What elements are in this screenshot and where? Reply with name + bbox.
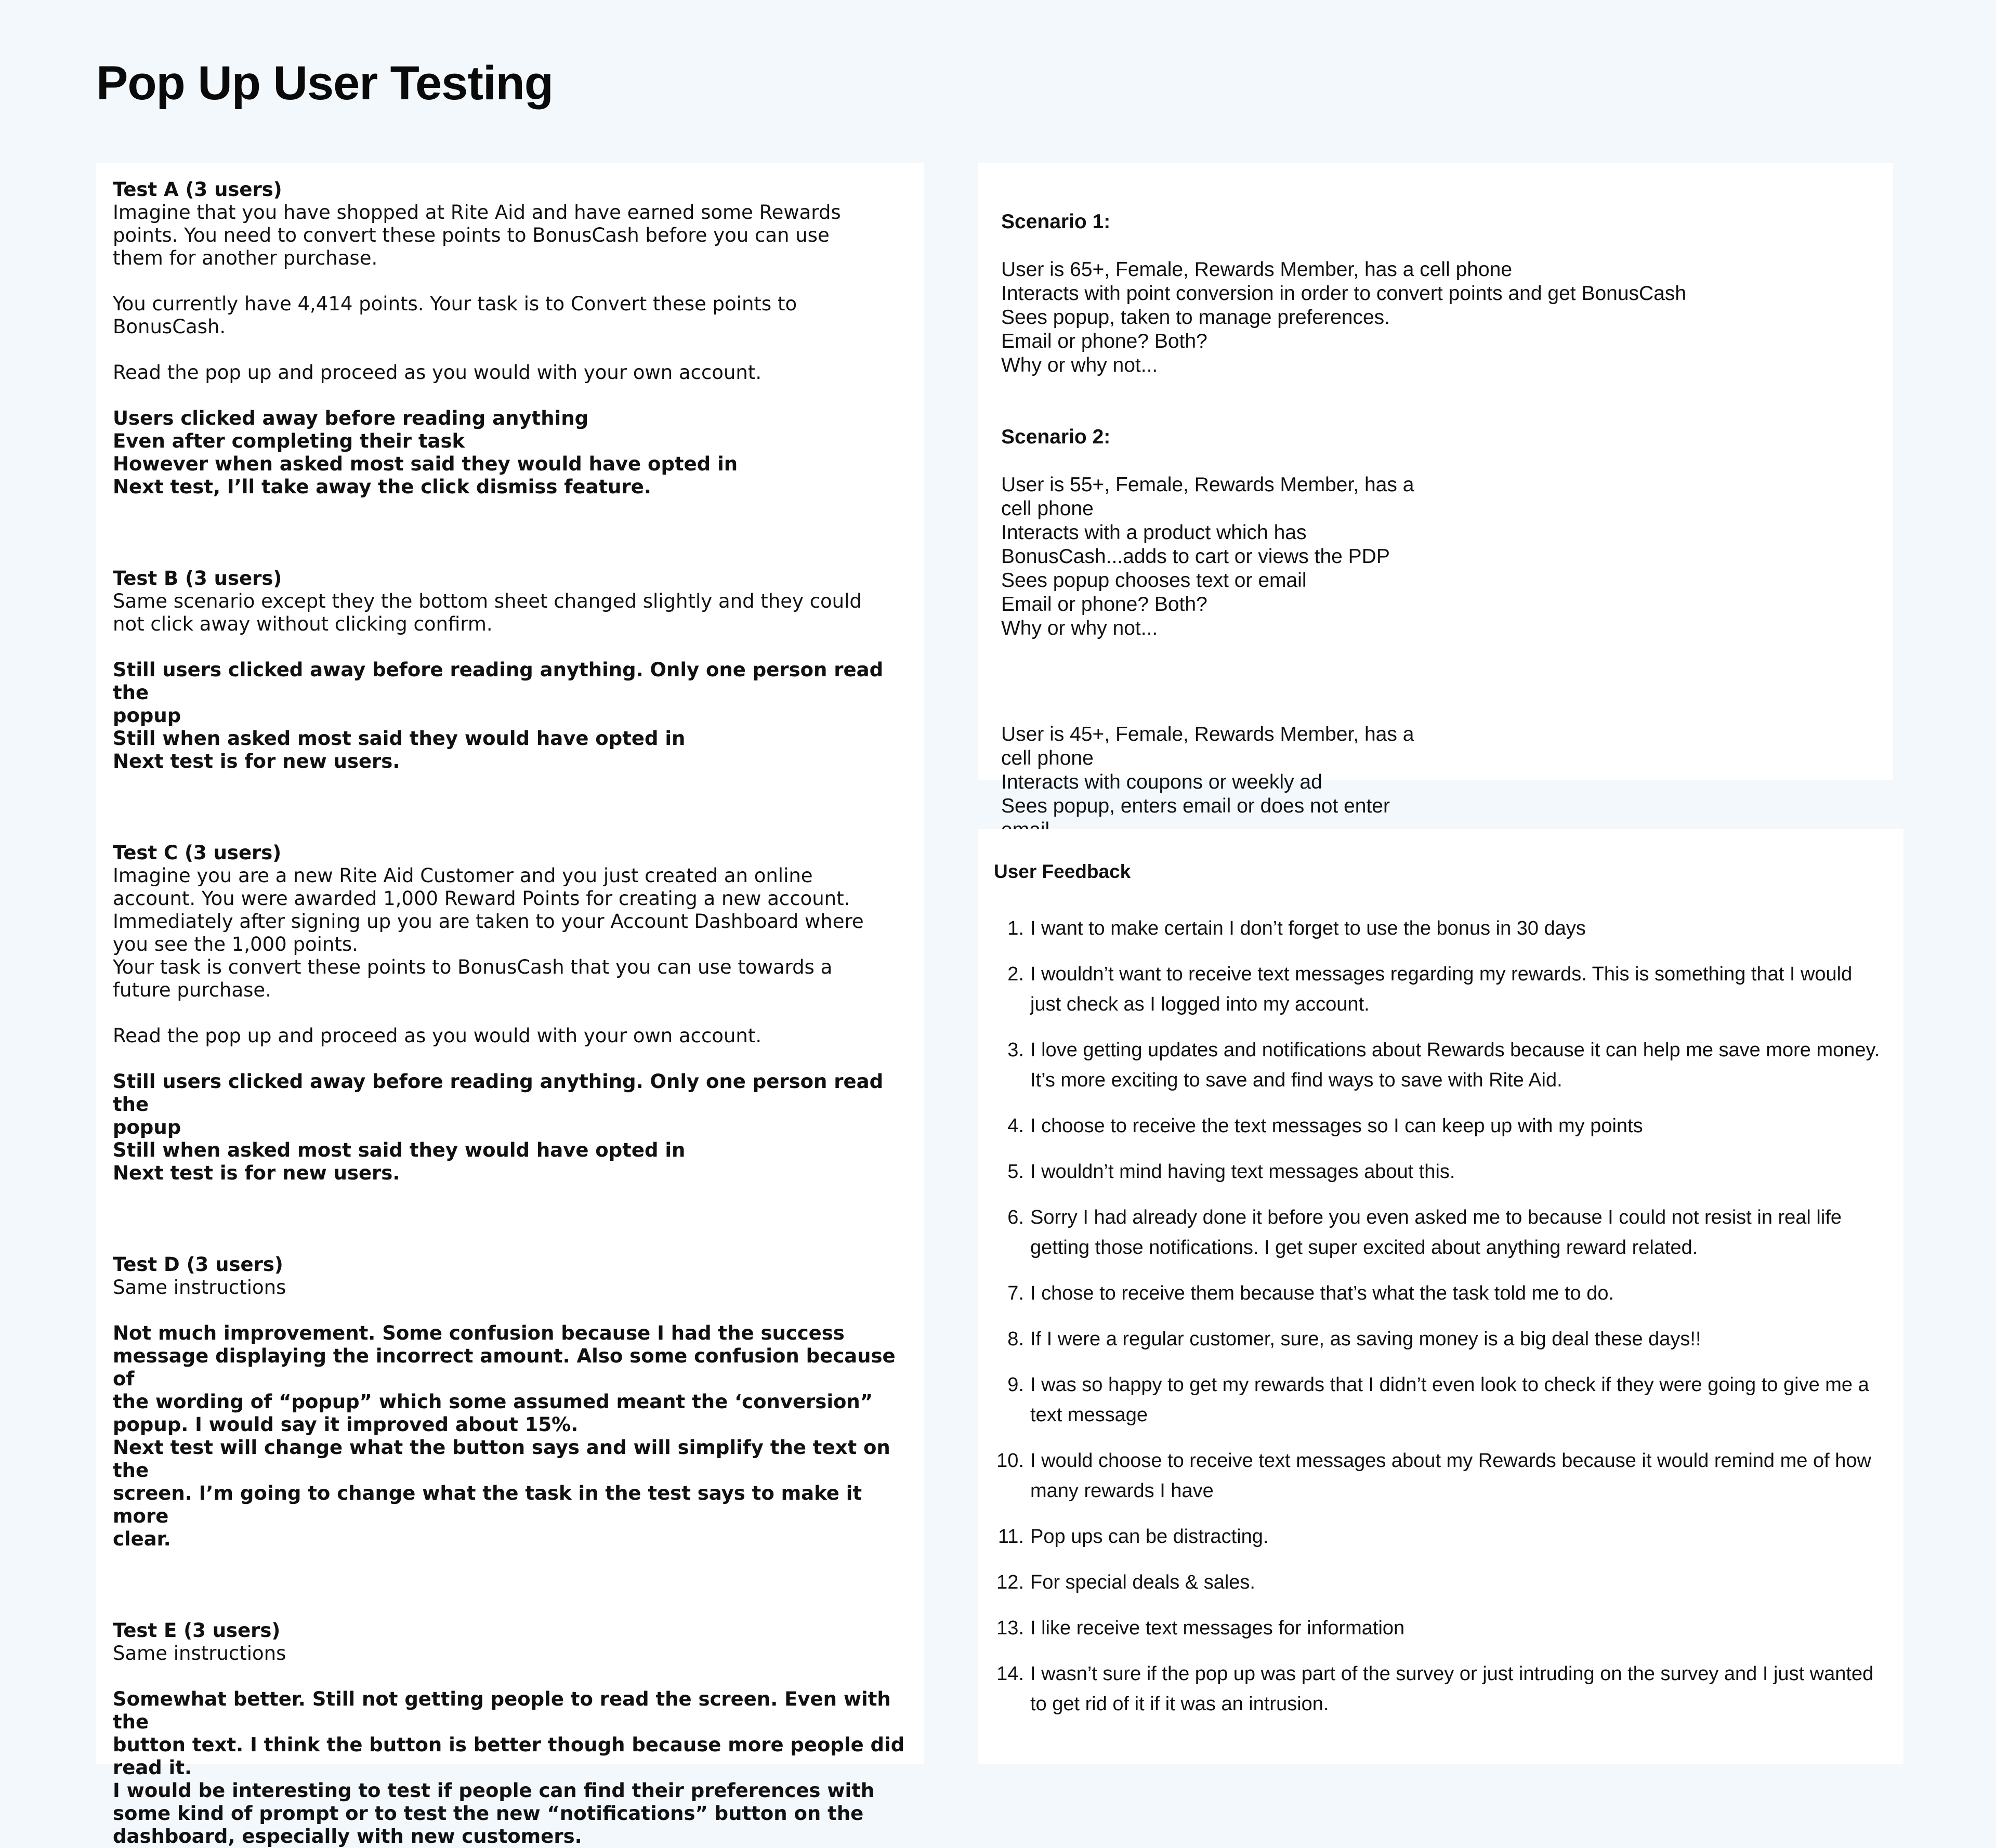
test-c-proceed: Read the pop up and proceed as you would with your own account.	[113, 1025, 762, 1047]
feedback-item-text: I like receive text messages for information	[1030, 1617, 1405, 1639]
test-a-block	[113, 178, 907, 499]
feedback-item-text: Sorry I had already done it before you even asked me to because I could not resist in real life getting those notifications. I get super excited about anything reward related.	[1030, 1207, 1842, 1259]
feedback-item-text: I love getting updates and notifications about Rewards because it can help me save more money. It’s more exciting to save and find ways to save with Rite Aid.	[1030, 1039, 1880, 1091]
test-b-instructions: Same scenario except they the bottom sheet changed slightly and they could not click away without clicking confirm.	[113, 590, 862, 635]
tests-panel	[96, 163, 924, 1847]
test-a-result: Users clicked away before reading anything Even after completing their task However when asked most said they would have opted in Next test, I’ll take away the click dismiss feature.	[113, 407, 738, 498]
test-c-instructions: Imagine you are a new Rite Aid Customer and you just created an online account. You were awarded 1,000 Reward Points for creating a new account. Immediately after signing up you are taken to your Account Dashboard where you see the 1,000 points. Your task is convert these points to BonusCash that you can use towards a future purchase.	[113, 864, 864, 1001]
feedback-item-number: 13.	[996, 1617, 1024, 1639]
test-d-result: Not much improvement. Some confusion because I had the success message displaying the incorrect amount. Also some confusion because of the wording of “popup” which some assumed meant the ‘conversion” popup. I would say it improved about 15%. Next test will change what the button says and will simplify the text on the screen. I’m going to change what the task in the test says to make it more clear.	[113, 1322, 896, 1550]
test-c-block	[113, 842, 907, 1185]
scenario-1-title: Scenario 1:	[1001, 211, 1111, 233]
feedback-item-number: 6.	[1007, 1207, 1024, 1228]
feedback-item-text: I wasn’t sure if the pop up was part of the survey or just intruding on the survey and I just wanted to get rid of it if it was an intrusion.	[1030, 1663, 1874, 1715]
test-b-block	[113, 567, 907, 773]
feedback-item-number: 5.	[1007, 1161, 1024, 1183]
feedback-item-text: I would choose to receive text messages about my Rewards because it would remind me of how many rewards I have	[1030, 1450, 1871, 1502]
feedback-item-number: 4.	[1007, 1115, 1024, 1137]
feedback-item-text: For special deals & sales.	[1030, 1571, 1255, 1593]
feedback-item	[994, 1567, 1888, 1597]
feedback-item	[994, 1157, 1888, 1187]
scenario-2-title: Scenario 2:	[1001, 426, 1111, 448]
test-e-result: Somewhat better. Still not getting people to read the screen. Even with the button text. I think the button is better though because more people did read it. I would be interesting to test if people can find their preferences with some kind of prompt or to test the new “notifications” button on the dashboard, especially with new customers.	[113, 1688, 905, 1847]
scenario-1-body: User is 65+, Female, Rewards Member, has a cell phone Interacts with point conversion in order to convert points and get BonusCash Sees popup, taken to manage preferences. Email or phone? Both? Why or why not...	[1001, 258, 1687, 376]
scenario-3-body: User is 45+, Female, Rewards Member, has a cell phone Interacts with coupons or weekly ad Sees popup, enters email or does not enter	[1001, 723, 1414, 817]
feedback-title: User Feedback	[994, 861, 1131, 882]
feedback-item-text: If I were a regular customer, sure, as saving money is a big deal these days!!	[1030, 1328, 1701, 1350]
scenario-2-body: User is 55+, Female, Rewards Member, has a cell phone Interacts with a product which has BonusCash...adds to cart or views the PDP Sees popup chooses text or email Email or phone? Both? Why or why not...	[1001, 474, 1414, 639]
test-d-instructions: Same instructions	[113, 1276, 286, 1299]
feedback-item-number: 3.	[1007, 1039, 1024, 1061]
feedback-item-text: I was so happy to get my rewards that I didn’t even look to check if they were going to give me a text message	[1030, 1374, 1869, 1426]
feedback-item-text: I wouldn’t want to receive text messages regarding my rewards. This is something that I would just check as I logged into my account.	[1030, 963, 1853, 1015]
feedback-list	[994, 913, 1888, 1719]
feedback-item	[994, 913, 1888, 943]
feedback-item-number: 8.	[1007, 1328, 1024, 1350]
feedback-item-text: Pop ups can be distracting.	[1030, 1526, 1269, 1548]
feedback-item-number: 9.	[1007, 1374, 1024, 1396]
test-b-result: Still users clicked away before reading anything. Only one person read the popup Still when asked most said they would have opted in Next test is for new users.	[113, 659, 884, 772]
feedback-panel	[978, 829, 1903, 1764]
feedback-item-number: 7.	[1007, 1282, 1024, 1304]
feedback-item-number: 14.	[996, 1663, 1024, 1685]
feedback-item-text: I want to make certain I don’t forget to use the bonus in 30 days	[1030, 918, 1586, 939]
feedback-item	[994, 1659, 1888, 1719]
feedback-item	[994, 1278, 1888, 1308]
feedback-item	[994, 1446, 1888, 1506]
feedback-item-text: I chose to receive them because that’s what the task told me to do.	[1030, 1282, 1614, 1304]
test-d-block	[113, 1253, 907, 1551]
scenario-2	[1001, 401, 1870, 640]
test-e-block	[113, 1619, 907, 1848]
test-a-task: You currently have 4,414 points. Your task is to Convert these points to BonusCash.	[113, 293, 797, 338]
test-c-title: Test C (3 users)	[113, 842, 282, 864]
scenarios-panel	[978, 163, 1893, 817]
feedback-item	[994, 1111, 1888, 1141]
test-a-title: Test A (3 users)	[113, 178, 282, 201]
feedback-item-number: 1.	[1007, 918, 1024, 939]
feedback-item-number: 12.	[996, 1571, 1024, 1593]
feedback-item	[994, 1522, 1888, 1552]
scenario-1	[1001, 186, 1870, 377]
test-c-result: Still users clicked away before reading anything. Only one person read the popup Still when asked most said they would have opted in Next test is for new users.	[113, 1070, 884, 1184]
test-a-instructions: Imagine that you have shopped at Rite Aid and have earned some Rewards points. You need to convert these points to BonusCash before you can use them for another purchase.	[113, 201, 841, 269]
feedback-item-text: I wouldn’t mind having text messages about this.	[1030, 1161, 1455, 1183]
feedback-item	[994, 1324, 1888, 1354]
feedback-item-number: 2.	[1007, 963, 1024, 985]
test-e-instructions: Same instructions	[113, 1642, 286, 1664]
test-b-title: Test B (3 users)	[113, 567, 282, 589]
feedback-item	[994, 1613, 1888, 1643]
feedback-item	[994, 1202, 1888, 1263]
feedback-item-text: I choose to receive the text messages so I can keep up with my points	[1030, 1115, 1643, 1137]
feedback-item-number: 11.	[997, 1526, 1024, 1548]
test-d-title: Test D (3 users)	[113, 1253, 283, 1276]
feedback-item	[994, 1035, 1888, 1095]
page-title: Pop Up User Testing	[96, 57, 553, 110]
feedback-item	[994, 959, 1888, 1019]
feedback-item	[994, 1370, 1888, 1430]
feedback-item-number: 10.	[996, 1450, 1024, 1472]
test-e-title: Test E (3 users)	[113, 1619, 281, 1642]
test-a-proceed: Read the pop up and proceed as you would with your own account.	[113, 361, 762, 384]
